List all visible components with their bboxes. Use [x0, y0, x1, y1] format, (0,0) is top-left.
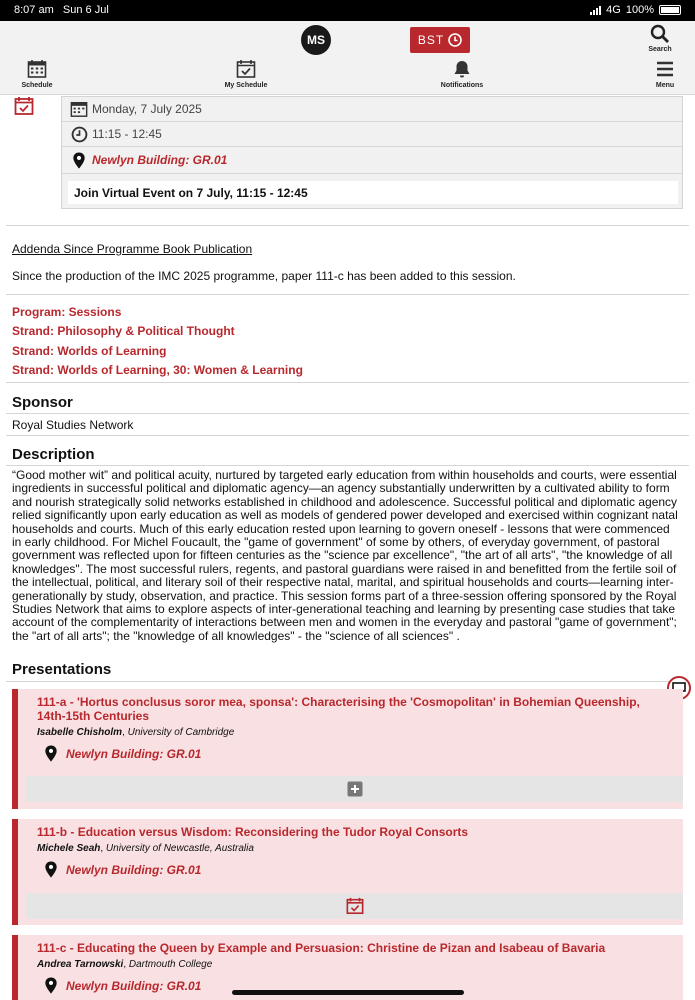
addenda-heading: Addenda Since Programme Book Publication: [12, 242, 253, 256]
join-virtual-event-button[interactable]: Join Virtual Event on 7 July, 11:15 - 12:45: [68, 181, 678, 204]
search-label: Search: [648, 46, 672, 53]
presentation-affiliation: University of Cambridge: [127, 727, 235, 738]
presentation-author: Isabelle Chisholm: [37, 727, 123, 738]
status-time-date: [14, 4, 109, 16]
map-pin-icon: [44, 861, 58, 878]
timezone-label: BST: [417, 33, 445, 47]
status-right: [590, 4, 681, 16]
presentation-location-link[interactable]: Newlyn Building: GR.01: [66, 862, 202, 877]
sponsor-heading: Sponsor: [12, 394, 73, 411]
presentation-author: Michele Seah: [37, 843, 101, 854]
divider: [6, 681, 689, 682]
tag-link[interactable]: Strand: Philosophy & Political Thought: [12, 324, 235, 338]
status-bar: [0, 0, 695, 21]
map-pin-icon: [72, 152, 86, 169]
event-date-row: [62, 97, 682, 122]
presentation-author-line: Isabelle Chisholm, University of Cambridge: [37, 727, 235, 738]
presentation-title[interactable]: 111-b - Education versus Wisdom: Reconsidering the Tudor Royal Consorts: [37, 825, 469, 839]
status-date: Sun 6 Jul: [62, 4, 109, 16]
event-time: 11:15 - 12:45: [92, 127, 162, 141]
nav-notifications[interactable]: [417, 59, 507, 89]
divider: [6, 413, 689, 414]
presentation-author: Andrea Tarnowski: [37, 959, 124, 970]
event-location-row[interactable]: [62, 147, 682, 174]
calendar-icon: [70, 100, 88, 118]
divider: [6, 294, 689, 295]
presentation-card[interactable]: [12, 689, 683, 809]
presentation-title[interactable]: 111-a - 'Hortus conclusus soror mea, sponsa': Characterising the 'Cosmopolitan' in Bohemian Queenship, 14th-15th Centuries: [37, 695, 640, 723]
avatar[interactable]: MS: [301, 25, 331, 55]
nav-my-schedule[interactable]: [201, 59, 291, 89]
clock-icon: [448, 33, 462, 47]
home-indicator[interactable]: [232, 990, 464, 995]
presentation-affiliation: Dartmouth College: [128, 959, 213, 970]
divider: [6, 225, 689, 226]
plus-square-icon: [347, 781, 363, 797]
presentations-heading: Presentations: [12, 661, 112, 678]
nav-schedule-label: Schedule: [21, 82, 53, 89]
addenda-text: Since the production of the IMC 2025 programme, paper 111-c has been added to this session.: [12, 269, 516, 283]
map-pin-icon: [44, 977, 58, 994]
battery-percent: 100%: [625, 4, 654, 16]
presentation-author-line: Andrea Tarnowski, Dartmouth College: [37, 959, 213, 970]
presentation-location[interactable]: [44, 861, 201, 878]
divider: [6, 382, 689, 383]
event-time-row: [62, 122, 682, 147]
tag-link[interactable]: Strand: Worlds of Learning: [12, 344, 167, 358]
tag-link[interactable]: Program: Sessions: [12, 305, 122, 319]
battery-icon: [659, 5, 681, 15]
add-to-schedule-button[interactable]: [14, 96, 34, 121]
nav-menu[interactable]: [620, 59, 695, 89]
calendar-check-icon: [236, 59, 256, 79]
presentation-author-line: Michele Seah, University of Newcastle, Australia: [37, 843, 254, 854]
add-to-schedule-button[interactable]: [26, 893, 683, 919]
divider: [6, 435, 689, 436]
event-date: Monday, 7 July 2025: [92, 102, 202, 116]
presentation-location-link[interactable]: Newlyn Building: GR.01: [66, 978, 202, 993]
timezone-button[interactable]: [410, 27, 470, 53]
sponsor-name: Royal Studies Network: [12, 418, 134, 432]
calendar-check-icon: [14, 96, 34, 116]
presentation-card[interactable]: [12, 819, 683, 925]
search-icon: [650, 24, 670, 44]
divider: [6, 465, 689, 466]
session-content: [0, 96, 695, 1000]
nav-schedule[interactable]: [0, 59, 82, 89]
presentation-location[interactable]: [44, 745, 201, 762]
status-time: 8:07 am: [14, 4, 54, 16]
description-heading: Description: [12, 446, 95, 463]
expand-button[interactable]: [26, 776, 683, 802]
nav-my-schedule-label: My Schedule: [224, 82, 268, 89]
presentation-affiliation: University of Newcastle, Australia: [105, 843, 254, 854]
network-label: 4G: [606, 4, 621, 16]
presentation-location-link[interactable]: Newlyn Building: GR.01: [66, 746, 202, 761]
presentation-location[interactable]: [44, 977, 201, 994]
search-button[interactable]: [645, 24, 675, 53]
bell-icon: [452, 59, 472, 79]
nav-menu-label: Menu: [655, 82, 675, 89]
map-pin-icon: [44, 745, 58, 762]
calendar-check-icon: [346, 897, 364, 915]
nav-notifications-label: Notifications: [440, 82, 484, 89]
description-text: “Good mother wit” and political acuity, nurtured by targeted early education from within households and courts, were essential ingredients in successful political and diplomatic agency—an agency substantially underwritten by a cultivated ability to form and nourish strategically solid networks established in childhood and adolescence. Successful political and diplomatic agency relied significantly upon early education as well as models of gendered power developed and exercised within cognizant natal households and courts. Much of this early education rested upon learning to govern oneself - lessons that were commenced in early childhood. For Michel Foucault, the "game of government" of some by others, of everyday government, of pastoral government was reflected upon for fifteen centuries as the "science par excellence", "the art of all arts", "the knowledge of all knowledges". The most successful rulers, regents, and pastoral guardians were raised in and benefitted from the fertile soil of the intellectual, political, and literary soil of their respective natal, marital, and spiritual households and courts—learning inter-generationally by study, observation, and practice. This session forms part of a three-session offering sponsored by the Royal Studies Network that aims to explore aspects of inter-generational teaching and learning by presenting case studies that take account of the complementarity of interactions between men and women in the everyday and pastoral "game of government"; the "art of all arts"; the "knowledge of all knowledges" - the "science of all sciences" .: [12, 468, 678, 643]
clock-icon: [71, 126, 88, 143]
hamburger-menu-icon: [655, 59, 675, 79]
event-details-card: [61, 96, 683, 209]
signal-icon: [590, 5, 601, 15]
tag-link[interactable]: Strand: Worlds of Learning, 30: Women & Learning: [12, 363, 303, 377]
presentation-title[interactable]: 111-c - Educating the Queen by Example and Persuasion: Christine de Pizan and Isabeau of Bavaria: [37, 941, 606, 955]
app-header: [0, 21, 695, 95]
event-location-link[interactable]: Newlyn Building: GR.01: [92, 153, 228, 167]
calendar-grid-icon: [27, 59, 47, 79]
